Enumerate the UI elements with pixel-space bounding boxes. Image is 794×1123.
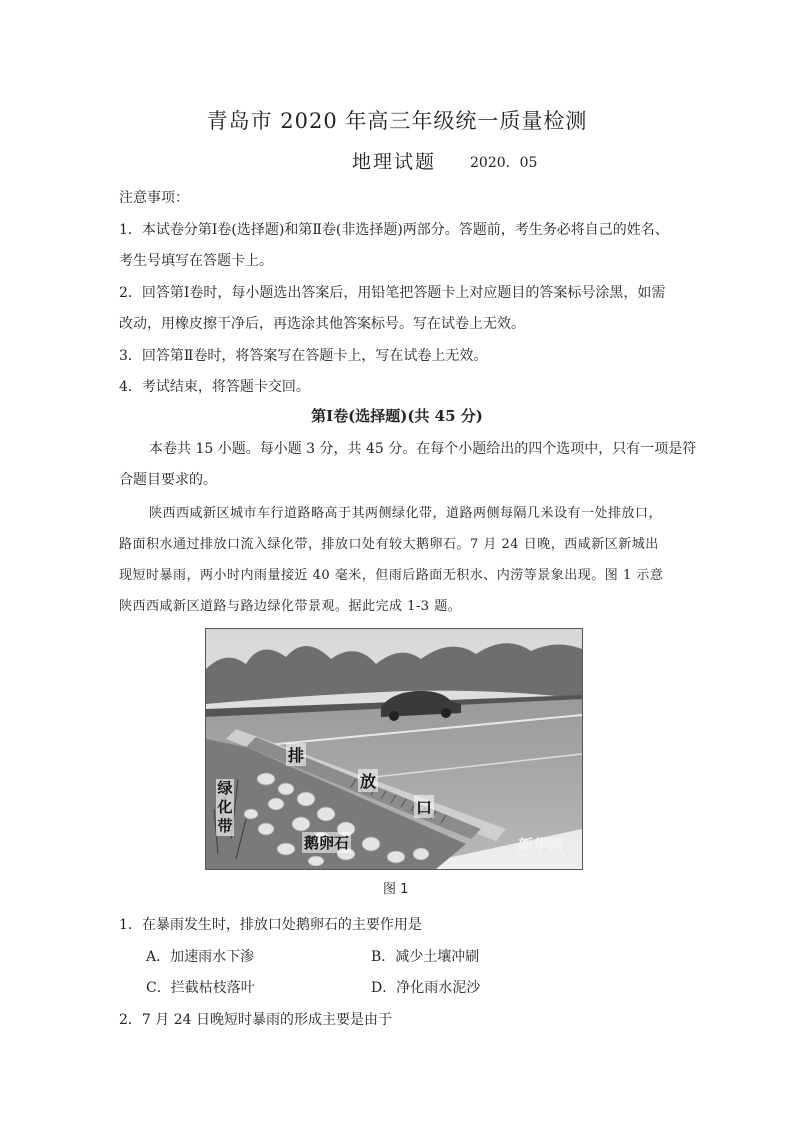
note-line: 改动，用橡皮擦干净后，再选涂其他答案标号。写在试卷上无效。 <box>119 316 525 332</box>
option-d: D．净化雨水泥沙 <box>371 980 481 996</box>
note-line: 1．本试卷分第Ⅰ卷(选择题)和第Ⅱ卷(非选择题)两部分。答题前，考生务必将自己的姓名、 <box>119 222 669 238</box>
passage-line: 路面积水通过排放口流入绿化带，排放口处有较大鹅卵石。7 月 24 日晚，西咸新区新城出 <box>119 537 659 552</box>
notes-heading: 注意事项： <box>119 190 189 206</box>
section-title: 第Ⅰ卷(选择题)(共 45 分) <box>311 407 483 425</box>
option-b: B．减少土壤冲刷 <box>371 949 480 965</box>
watermark-url: WWW.NEWS.CN <box>518 853 566 860</box>
note-line: 考生号填写在答题卡上。 <box>119 253 273 269</box>
page-title: 青岛市 2020 年高三年级统一质量检测 <box>206 109 588 133</box>
section-intro: 本卷共 15 小题。每小题 3 分，共 45 分。在每个小题给出的四个选项中，只有一项是符 <box>149 441 697 457</box>
note-line: 2．回答第Ⅰ卷时，每小题选出答案后，用铅笔把答题卡上对应题目的答案标号涂黑，如需 <box>119 285 666 301</box>
road-photo <box>205 628 583 870</box>
label-pebble: 鹅卵石 <box>304 834 350 852</box>
watermark: 新华网 <box>518 836 564 854</box>
note-line: 4．考试结束，将答题卡交回。 <box>119 379 310 395</box>
option-c: C．拦截枯枝落叶 <box>146 980 255 996</box>
label-greenbelt: 绿化带 <box>217 779 233 835</box>
question-stem: 2．7 月 24 日晚短时暴雨的形成主要是由于 <box>119 1012 392 1028</box>
note-line: 3．回答第Ⅱ卷时，将答案写在答题卡上，写在试卷上无效。 <box>119 348 488 364</box>
passage-line: 现短时暴雨，两小时内雨量接近 40 毫米，但雨后路面无积水、内涝等景象出现。图 1 示意 <box>119 568 664 583</box>
option-a: A．加速雨水下渗 <box>146 949 255 965</box>
label-pai: 排 <box>286 743 306 766</box>
question-stem: 1．在暴雨发生时，排放口处鹅卵石的主要作用是 <box>119 917 422 933</box>
figure-caption: 图 1 <box>383 882 409 897</box>
exam-date: 2020．05 <box>470 155 538 171</box>
passage-line: 陕西西咸新区道路与路边绿化带景观。据此完成 1-3 题。 <box>119 599 462 614</box>
section-intro: 合题目要求的。 <box>119 472 217 488</box>
label-kou: 口 <box>414 795 434 818</box>
subject-title: 地理试题 <box>352 151 437 173</box>
passage-line: 陕西西咸新区城市车行道路略高于其两侧绿化带，道路两侧每隔几米设有一处排放口， <box>149 506 663 521</box>
label-fang: 放 <box>358 769 378 792</box>
